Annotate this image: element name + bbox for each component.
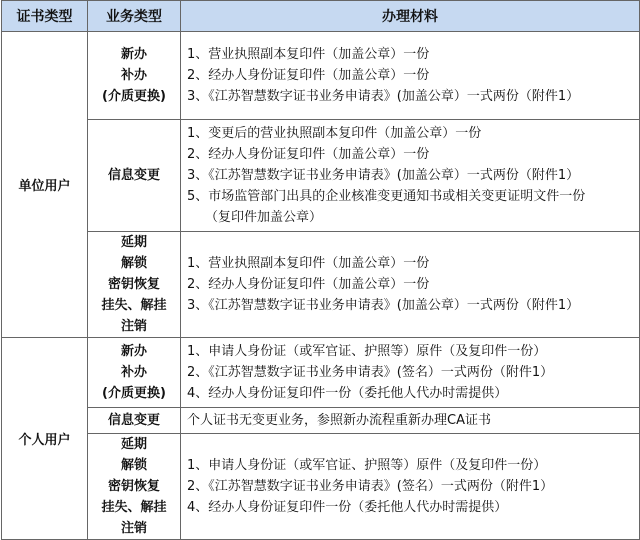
- business-type-label: (介质更换): [102, 386, 166, 401]
- table-row: [2, 232, 640, 338]
- business-type-label: 信息变更: [107, 168, 160, 183]
- business-type-label: 注销: [120, 521, 147, 536]
- material-item: 1、营业执照副本复印件（加盖公章）一份: [187, 256, 430, 271]
- business-type-cell: [88, 120, 181, 232]
- materials-table: [1, 0, 640, 540]
- material-item: 2、经办人身份证复印件（加盖公章）一份: [187, 147, 430, 162]
- business-type-label: 信息变更: [107, 413, 160, 428]
- material-item: 3、《江苏智慧数字证书业务申请表》(加盖公章）一式两份（附件1）: [187, 168, 580, 183]
- material-item: 3、《江苏智慧数字证书业务申请表》(加盖公章）一式两份（附件1）: [187, 298, 580, 313]
- materials-cell: [181, 120, 640, 232]
- table-row: [2, 120, 640, 232]
- business-type-cell: [88, 434, 181, 540]
- business-type-label: (介质更换): [102, 89, 166, 104]
- material-item: 个人证书无变更业务，参照新办流程重新办理CA证书: [187, 413, 491, 428]
- business-type-label: 密钥恢复: [107, 277, 160, 292]
- material-item: 2、《江苏智慧数字证书业务申请表》(签名）一式两份（附件1）: [187, 365, 554, 380]
- business-type-label: 新办: [120, 47, 147, 62]
- business-type-cell: [88, 408, 181, 434]
- material-item: 4、经办人身份证复印件一份（委托他人代办时需提供）: [187, 386, 508, 401]
- table-row: [2, 32, 640, 120]
- material-item: 1、变更后的营业执照副本复印件（加盖公章）一份: [187, 126, 482, 141]
- material-item: 5、市场监管部门出具的企业核准变更通知书或相关变更证明文件一份: [187, 189, 586, 204]
- business-type-label: 补办: [120, 365, 147, 380]
- cert-type-unit: 单位用户: [2, 32, 88, 338]
- materials-cell: [181, 338, 640, 408]
- material-item: （复印件加盖公章）: [205, 210, 323, 225]
- materials-cell: [181, 32, 640, 120]
- business-type-label: 解锁: [120, 458, 147, 473]
- materials-cell: [181, 232, 640, 338]
- business-type-label: 注销: [120, 319, 147, 334]
- materials-cell: [181, 408, 640, 434]
- business-type-cell: [88, 232, 181, 338]
- business-type-cell: [88, 338, 181, 408]
- business-type-label: 延期: [120, 235, 147, 250]
- header-row: [2, 1, 640, 32]
- business-type-label: 挂失、解挂: [101, 298, 167, 313]
- business-type-cell: [88, 32, 181, 120]
- material-item: 1、营业执照副本复印件（加盖公章）一份: [187, 47, 430, 62]
- header-materials: 办理材料: [181, 1, 640, 32]
- material-item: 2、《江苏智慧数字证书业务申请表》(签名）一式两份（附件1）: [187, 479, 554, 494]
- materials-cell: [181, 434, 640, 540]
- table-row: [2, 434, 640, 540]
- business-type-label: 延期: [120, 437, 147, 452]
- table-row: [2, 408, 640, 434]
- business-type-label: 挂失、解挂: [101, 500, 167, 515]
- table-row: [2, 338, 640, 408]
- header-cert-type: 证书类型: [2, 1, 88, 32]
- business-type-label: 密钥恢复: [107, 479, 160, 494]
- material-item: 2、经办人身份证复印件（加盖公章）一份: [187, 68, 430, 83]
- header-business-type: 业务类型: [88, 1, 181, 32]
- business-type-label: 新办: [120, 344, 147, 359]
- material-item: 3、《江苏智慧数字证书业务申请表》(加盖公章）一式两份（附件1）: [187, 89, 580, 104]
- material-item: 1、申请人身份证（或军官证、护照等）原件（及复印件一份）: [187, 344, 547, 359]
- material-item: 4、经办人身份证复印件一份（委托他人代办时需提供）: [187, 500, 508, 515]
- business-type-label: 补办: [120, 68, 147, 83]
- material-item: 1、申请人身份证（或军官证、护照等）原件（及复印件一份）: [187, 458, 547, 473]
- material-item: 2、经办人身份证复印件（加盖公章）一份: [187, 277, 430, 292]
- business-type-label: 解锁: [120, 256, 147, 271]
- cert-type-personal: 个人用户: [2, 338, 88, 540]
